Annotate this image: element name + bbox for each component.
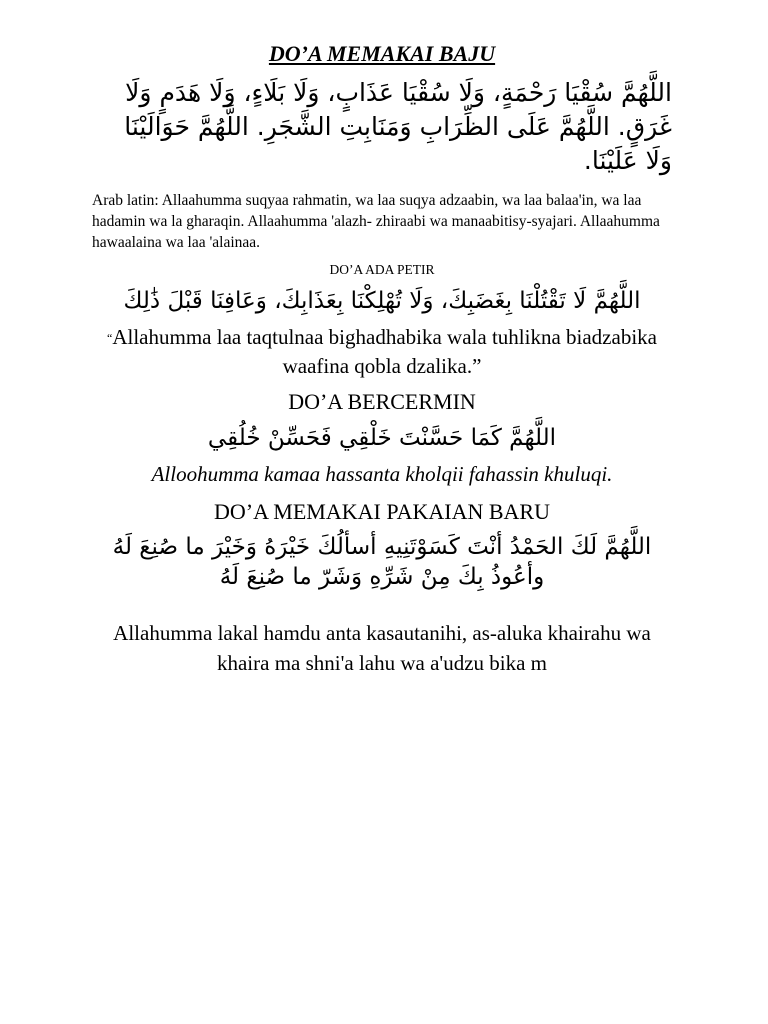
transliteration-doa-memakai-pakaian-baru: Allahumma lakal hamdu anta kasautanihi, as-aluka khairahu wa khaira ma shni'a lahu wa a'udzu bika m [113, 621, 651, 675]
arabic-doa-hujan: اللَّهُمَّ سُقْيَا رَحْمَةٍ، وَلَا سُقْيَا عَذَابٍ، وَلَا بَلَاءٍ، وَلَا هَدَمٍ وَلَا غَرَقٍ. اللَّهُمَّ عَلَى الظِّرَابِ وَمَنَابِتِ الشَّجَرِ. اللَّهُمَّ حَوَالَيْنَا وَلَا عَلَيْنَا. [124, 78, 672, 175]
heading-doa-bercermin: DO’A BERCERMIN [288, 389, 476, 414]
heading-doa-memakai-pakaian-baru: DO’A MEMAKAI PAKAIAN BARU [214, 499, 550, 524]
open-quote-mark: “ [107, 331, 113, 345]
transliteration-doa-bercermin: Alloohumma kamaa hassanta kholqii fahassin khuluqi. [151, 462, 613, 486]
arabic-doa-ada-petir: اللَّهُمَّ لَا تَقْتُلْنَا بِغَضَبِكَ، وَلَا تُهْلِكْنَا بِعَذَابِكَ، وَعَافِنَا قَبْلَ ذَٰلِكَ [123, 288, 641, 314]
document-title: DO’A MEMAKAI BAJU [268, 41, 496, 66]
transliteration-text: Allahumma laa taqtulnaa bighadhabika wala tuhlikna biadzabika waafina qobla dzalika.” [112, 325, 657, 378]
arab-latin-paragraph: Arab latin: Allaahumma suqyaa rahmatin, wa laa suqya adzaabin, wa laa balaa'in, wa laa hadamin wa la gharaqin. Allaahumma 'alazh- zhiraabi wa manaabitisy-syajari. Allaahumma hawaalaina wa laa 'alainaa. [92, 192, 660, 251]
heading-doa-ada-petir: DO’A ADA PETIR [329, 262, 435, 277]
arabic-doa-memakai-pakaian-baru: اللَّهُمَّ لَكَ الحَمْدُ أنْتَ كَسَوْتَنِيهِ أسألُكَ خَيْرَهُ وَخَيْرَ ما صُنِعَ لَهُ وأعُوذُ بِكَ مِنْ شَرِّهِ وَشَرّ ما صُنِعَ لَهُ [112, 534, 652, 590]
transliteration-doa-ada-petir [92, 323, 672, 380]
document-page [92, 40, 672, 678]
arabic-doa-bercermin: اللَّهُمَّ كَمَا حَسَّنْتَ خَلْقِي فَحَسِّنْ خُلُقِي [207, 425, 557, 451]
